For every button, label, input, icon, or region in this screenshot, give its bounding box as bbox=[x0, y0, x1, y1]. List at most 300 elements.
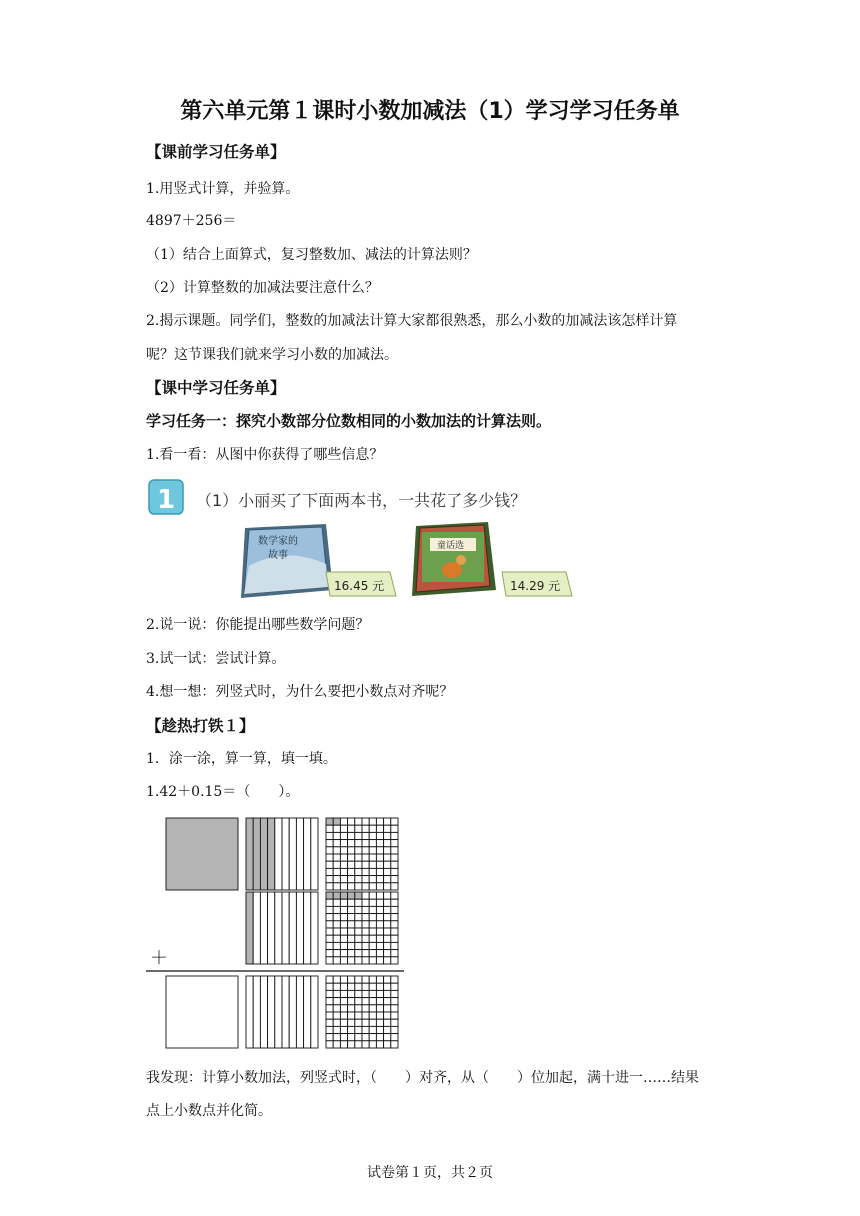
hundredths-cell bbox=[333, 1005, 340, 1012]
hundredths-cell bbox=[340, 1034, 347, 1041]
hundredths-cell bbox=[340, 847, 347, 854]
hundredths-cell bbox=[369, 861, 376, 868]
hundredths-cell bbox=[348, 825, 355, 832]
hundredths-cell bbox=[348, 1026, 355, 1033]
hundredths-cell bbox=[391, 998, 398, 1005]
hundredths-cell bbox=[376, 840, 383, 847]
hundredths-cell bbox=[376, 868, 383, 875]
hundredths-cell bbox=[333, 883, 340, 890]
hundredths-cell bbox=[340, 1019, 347, 1026]
hundredths-cell bbox=[391, 818, 398, 825]
hundredths-cell bbox=[348, 876, 355, 883]
hundredths-cell bbox=[348, 861, 355, 868]
price-tag-1 bbox=[326, 572, 396, 596]
hundredths-cell bbox=[326, 935, 333, 942]
tenths-strip bbox=[282, 976, 289, 1048]
hundredths-cell bbox=[384, 990, 391, 997]
price-tag-2 bbox=[502, 572, 572, 596]
hundredths-cell bbox=[348, 983, 355, 990]
hundredths-cell bbox=[391, 825, 398, 832]
decimal-grid-figure bbox=[146, 814, 408, 1050]
hundredths-cell bbox=[348, 942, 355, 949]
hundredths-cell bbox=[326, 840, 333, 847]
hundredths-cell bbox=[369, 1034, 376, 1041]
textbook-figure bbox=[146, 476, 586, 602]
hundredths-cell bbox=[340, 818, 347, 825]
hundredths-cell bbox=[348, 1019, 355, 1026]
hundredths-cell bbox=[340, 950, 347, 957]
hundredths-cell bbox=[362, 950, 369, 957]
hundredths-cell bbox=[333, 921, 340, 928]
hundredths-cell bbox=[355, 1026, 362, 1033]
hundredths-cell bbox=[369, 921, 376, 928]
hundredths-cell bbox=[384, 957, 391, 964]
hundredths-cell bbox=[391, 1005, 398, 1012]
hundredths-cell bbox=[384, 1005, 391, 1012]
hundredths-cell bbox=[362, 840, 369, 847]
hundredths-cell bbox=[355, 950, 362, 957]
hundredths-cell bbox=[333, 818, 340, 825]
hundredths-cell bbox=[376, 854, 383, 861]
hundredths-cell bbox=[369, 1026, 376, 1033]
hundredths-cell bbox=[348, 976, 355, 983]
hundredths-cell bbox=[333, 847, 340, 854]
hundredths-cell bbox=[362, 1041, 369, 1048]
hundredths-cell bbox=[340, 876, 347, 883]
hundredths-cell bbox=[369, 892, 376, 899]
hundredths-cell bbox=[376, 899, 383, 906]
hundredths-cell bbox=[369, 876, 376, 883]
step-think: 4.想一想：列竖式时，为什么要把小数点对齐呢？ bbox=[146, 684, 454, 700]
hundredths-cell bbox=[391, 861, 398, 868]
hundredths-cell bbox=[348, 899, 355, 906]
hundredths-cell bbox=[326, 983, 333, 990]
hundredths-cell bbox=[333, 990, 340, 997]
hundredths-cell bbox=[326, 921, 333, 928]
tenths-strip bbox=[304, 892, 311, 964]
hundredths-cell bbox=[348, 935, 355, 942]
hundredths-cell bbox=[326, 876, 333, 883]
hundredths-cell bbox=[384, 942, 391, 949]
hundredths-cell bbox=[348, 921, 355, 928]
pre-class-line-2: 4897＋256＝ bbox=[146, 213, 237, 229]
hundredths-cell bbox=[355, 847, 362, 854]
hundredths-cell bbox=[333, 906, 340, 913]
tenths-strip bbox=[253, 818, 260, 890]
hundredths-cell bbox=[326, 825, 333, 832]
hundredths-cell bbox=[369, 883, 376, 890]
hundredths-cell bbox=[355, 892, 362, 899]
hundredths-cell bbox=[369, 957, 376, 964]
book-question: （1）小丽买了下面两本书，一共花了多少钱？ bbox=[196, 491, 527, 510]
hundredths-cell bbox=[333, 861, 340, 868]
pre-class-line-5: 2.揭示课题。同学们，整数的加减法计算大家都很熟悉，那么小数的加减法该怎样计算 bbox=[146, 313, 678, 329]
hundredths-cell bbox=[384, 825, 391, 832]
hundredths-cell bbox=[326, 883, 333, 890]
hundredths-cell bbox=[326, 1019, 333, 1026]
hundredths-cell bbox=[340, 957, 347, 964]
hundredths-cell bbox=[355, 957, 362, 964]
hundredths-cell bbox=[340, 906, 347, 913]
hundredths-cell bbox=[333, 832, 340, 839]
tenths-strip bbox=[289, 892, 296, 964]
hundredths-cell bbox=[340, 868, 347, 875]
hundredths-cell bbox=[384, 883, 391, 890]
hundredths-cell bbox=[384, 928, 391, 935]
tenths-strip bbox=[311, 818, 318, 890]
example-badge bbox=[149, 480, 183, 515]
hundredths-cell bbox=[333, 1034, 340, 1041]
hundredths-cell bbox=[355, 928, 362, 935]
hundredths-cell bbox=[362, 868, 369, 875]
hundredths-cell bbox=[340, 928, 347, 935]
hundredths-cell bbox=[384, 1019, 391, 1026]
page-footer: 试卷第１页，共２页 bbox=[367, 1165, 493, 1181]
hundredths-cell bbox=[376, 892, 383, 899]
hundredths-cell bbox=[384, 861, 391, 868]
pre-class-heading: 【课前学习任务单】 bbox=[146, 143, 286, 161]
in-class-heading: 【课中学习任务单】 bbox=[146, 379, 286, 397]
hundredths-cell bbox=[355, 854, 362, 861]
hundredths-cell bbox=[362, 1034, 369, 1041]
hundredths-cell bbox=[348, 1005, 355, 1012]
hundredths-cell bbox=[369, 832, 376, 839]
hundredths-cell bbox=[362, 1026, 369, 1033]
page-title: 第六单元第１课时小数加减法（1）学习学习任务单 bbox=[180, 99, 680, 124]
hundredths-cell bbox=[376, 1012, 383, 1019]
hundredths-cell bbox=[362, 1005, 369, 1012]
hundredths-cell bbox=[391, 1034, 398, 1041]
hundredths-cell bbox=[355, 868, 362, 875]
hundredths-cell bbox=[333, 942, 340, 949]
hundredths-cell bbox=[333, 998, 340, 1005]
tenths-strip bbox=[268, 818, 275, 890]
hundredths-cell bbox=[340, 832, 347, 839]
hundredths-cell bbox=[355, 899, 362, 906]
hundredths-cell bbox=[340, 942, 347, 949]
hundredths-cell bbox=[355, 906, 362, 913]
tenths-strip bbox=[260, 818, 267, 890]
hundredths-cell bbox=[376, 950, 383, 957]
hundredths-cell bbox=[362, 914, 369, 921]
hundredths-cell bbox=[376, 990, 383, 997]
hundredths-cell bbox=[384, 921, 391, 928]
hundredths-cell bbox=[376, 825, 383, 832]
hundredths-cell bbox=[362, 1019, 369, 1026]
hundredths-cell bbox=[340, 921, 347, 928]
tenths-strip bbox=[268, 892, 275, 964]
hundredths-cell bbox=[340, 914, 347, 921]
hundredths-cell bbox=[326, 950, 333, 957]
hundredths-cell bbox=[326, 892, 333, 899]
hundredths-cell bbox=[391, 983, 398, 990]
hundredths-cell bbox=[369, 976, 376, 983]
hundredths-cell bbox=[369, 983, 376, 990]
hundredths-cell bbox=[362, 942, 369, 949]
hundredths-cell bbox=[384, 906, 391, 913]
hundredths-cell bbox=[333, 1026, 340, 1033]
hundredths-cell bbox=[391, 921, 398, 928]
hundredths-cell bbox=[326, 1005, 333, 1012]
hundredths-cell bbox=[348, 1034, 355, 1041]
hundredths-cell bbox=[369, 854, 376, 861]
svg-text:14.29 元: 14.29 元 bbox=[510, 579, 561, 593]
hundredths-cell bbox=[376, 983, 383, 990]
hundredths-cell bbox=[326, 914, 333, 921]
hundredths-cell bbox=[384, 914, 391, 921]
hundredths-cell bbox=[333, 976, 340, 983]
hundredths-cell bbox=[391, 883, 398, 890]
svg-text:16.45 元: 16.45 元 bbox=[334, 579, 385, 593]
tenths-strip bbox=[260, 892, 267, 964]
hundredths-cell bbox=[369, 840, 376, 847]
hundredths-cell bbox=[355, 861, 362, 868]
hundredths-cell bbox=[384, 976, 391, 983]
hundredths-cell bbox=[369, 928, 376, 935]
hundredths-cell bbox=[340, 1012, 347, 1019]
hundredths-cell bbox=[369, 1019, 376, 1026]
hundredths-cell bbox=[369, 825, 376, 832]
tenths-strip bbox=[253, 892, 260, 964]
hundredths-cell bbox=[384, 899, 391, 906]
hundredths-cell bbox=[355, 935, 362, 942]
tenths-strip bbox=[311, 976, 318, 1048]
tenths-strip bbox=[296, 818, 303, 890]
hundredths-cell bbox=[340, 1041, 347, 1048]
hundredths-cell bbox=[369, 868, 376, 875]
hundredths-cell bbox=[326, 1041, 333, 1048]
hundredths-cell bbox=[340, 854, 347, 861]
hundredths-cell bbox=[348, 840, 355, 847]
svg-text:数学家的: 数学家的 bbox=[258, 536, 298, 547]
hundredths-cell bbox=[326, 847, 333, 854]
tenths-strip bbox=[275, 976, 282, 1048]
hundredths-cell bbox=[355, 942, 362, 949]
hundredths-cell bbox=[384, 983, 391, 990]
hundredths-cell bbox=[376, 914, 383, 921]
hundredths-cell bbox=[369, 942, 376, 949]
hundredths-cell bbox=[326, 906, 333, 913]
hundredths-cell bbox=[391, 950, 398, 957]
hundredths-cell bbox=[369, 990, 376, 997]
hundredths-cell bbox=[369, 1012, 376, 1019]
hundredths-cell bbox=[333, 935, 340, 942]
hundredths-cell bbox=[348, 854, 355, 861]
hundredths-cell bbox=[362, 847, 369, 854]
tenths-strip bbox=[275, 818, 282, 890]
hundredths-cell bbox=[391, 942, 398, 949]
hundredths-cell bbox=[384, 935, 391, 942]
hundredths-cell bbox=[348, 1041, 355, 1048]
hundredths-cell bbox=[333, 899, 340, 906]
hundredths-cell bbox=[355, 983, 362, 990]
hundredths-cell bbox=[376, 1034, 383, 1041]
fairy-tale-book bbox=[412, 522, 496, 596]
hundredths-cell bbox=[340, 1026, 347, 1033]
hundredths-cell bbox=[384, 876, 391, 883]
hundredths-cell bbox=[348, 990, 355, 997]
hundredths-cell bbox=[340, 998, 347, 1005]
hundredths-cell bbox=[391, 840, 398, 847]
hundredths-cell bbox=[384, 1041, 391, 1048]
hundredths-cell bbox=[355, 1019, 362, 1026]
hundredths-cell bbox=[384, 998, 391, 1005]
hundredths-cell bbox=[369, 847, 376, 854]
hundredths-cell bbox=[326, 899, 333, 906]
hundredths-cell bbox=[376, 861, 383, 868]
ones-square bbox=[166, 976, 238, 1048]
hundredths-cell bbox=[340, 1005, 347, 1012]
hundredths-cell bbox=[348, 868, 355, 875]
hundredths-cell bbox=[326, 832, 333, 839]
hundredths-cell bbox=[384, 818, 391, 825]
hundredths-cell bbox=[369, 899, 376, 906]
hundredths-cell bbox=[348, 818, 355, 825]
hundredths-cell bbox=[384, 1034, 391, 1041]
hundredths-cell bbox=[369, 998, 376, 1005]
hundredths-cell bbox=[391, 976, 398, 983]
hundredths-cell bbox=[348, 928, 355, 935]
tenths-strip bbox=[296, 892, 303, 964]
hundredths-cell bbox=[326, 854, 333, 861]
hundredths-cell bbox=[355, 990, 362, 997]
hundredths-cell bbox=[326, 1026, 333, 1033]
hundredths-cell bbox=[362, 1012, 369, 1019]
svg-text:童话选: 童话选 bbox=[437, 541, 465, 551]
hundredths-cell bbox=[333, 840, 340, 847]
plus-sign: ＋ bbox=[150, 948, 168, 969]
math-story-book bbox=[241, 524, 333, 598]
pre-class-line-1: 1.用竖式计算，并验算。 bbox=[146, 181, 300, 197]
hundredths-cell bbox=[362, 935, 369, 942]
hundredths-cell bbox=[369, 1005, 376, 1012]
hundredths-cell bbox=[384, 1026, 391, 1033]
hundredths-cell bbox=[362, 883, 369, 890]
tenths-strip bbox=[304, 818, 311, 890]
discovery-line-1: 我发现：计算小数加法，列竖式时，（ ）对齐，从（ ）位加起，满十进一……结果 bbox=[146, 1070, 699, 1086]
practice-instruction: 1．涂一涂，算一算，填一填。 bbox=[146, 751, 337, 767]
tenths-strip bbox=[246, 892, 253, 964]
hundredths-cell bbox=[340, 899, 347, 906]
look-prompt: 1.看一看：从图中你获得了哪些信息？ bbox=[146, 447, 384, 463]
hundredths-cell bbox=[362, 957, 369, 964]
pre-class-line-3: （1）结合上面算式，复习整数加、减法的计算法则？ bbox=[146, 247, 477, 263]
hundredths-cell bbox=[376, 976, 383, 983]
hundredths-cell bbox=[391, 914, 398, 921]
hundredths-cell bbox=[340, 892, 347, 899]
hundredths-cell bbox=[333, 983, 340, 990]
tenths-strip bbox=[282, 818, 289, 890]
hundredths-cell bbox=[355, 1005, 362, 1012]
hundredths-cell bbox=[362, 983, 369, 990]
pre-class-line-6: 呢？这节课我们就来学习小数的加减法。 bbox=[146, 347, 398, 363]
hundredths-cell bbox=[333, 1012, 340, 1019]
hundredths-cell bbox=[326, 928, 333, 935]
hundredths-cell bbox=[348, 1012, 355, 1019]
hundredths-cell bbox=[333, 1019, 340, 1026]
hundredths-cell bbox=[355, 818, 362, 825]
hundredths-cell bbox=[348, 847, 355, 854]
tenths-strip bbox=[304, 976, 311, 1048]
hundredths-cell bbox=[376, 942, 383, 949]
hundredths-cell bbox=[362, 990, 369, 997]
hundredths-cell bbox=[333, 928, 340, 935]
svg-text:故事: 故事 bbox=[268, 550, 288, 561]
hundredths-cell bbox=[376, 1041, 383, 1048]
hundredths-cell bbox=[384, 868, 391, 875]
step-try: 3.试一试：尝试计算。 bbox=[146, 651, 286, 667]
hundredths-cell bbox=[391, 892, 398, 899]
hundredths-cell bbox=[369, 818, 376, 825]
hundredths-cell bbox=[333, 1041, 340, 1048]
discovery-line-2: 点上小数点并化简。 bbox=[146, 1103, 272, 1119]
hundredths-cell bbox=[348, 906, 355, 913]
hundredths-cell bbox=[333, 892, 340, 899]
hundredths-cell bbox=[391, 935, 398, 942]
hundredths-cell bbox=[391, 990, 398, 997]
hundredths-cell bbox=[333, 854, 340, 861]
hundredths-cell bbox=[362, 899, 369, 906]
hundredths-cell bbox=[391, 957, 398, 964]
tenths-strip bbox=[268, 976, 275, 1048]
hundredths-cell bbox=[362, 854, 369, 861]
hundredths-cell bbox=[376, 883, 383, 890]
step-say: 2.说一说：你能提出哪些数学问题？ bbox=[146, 617, 370, 633]
hundredths-cell bbox=[384, 840, 391, 847]
hundredths-cell bbox=[333, 957, 340, 964]
hundredths-cell bbox=[391, 928, 398, 935]
hundredths-cell bbox=[376, 832, 383, 839]
hundredths-cell bbox=[326, 861, 333, 868]
hundredths-cell bbox=[376, 847, 383, 854]
hundredths-cell bbox=[355, 1041, 362, 1048]
hundredths-cell bbox=[362, 976, 369, 983]
hundredths-cell bbox=[355, 883, 362, 890]
hundredths-cell bbox=[326, 942, 333, 949]
hundredths-cell bbox=[376, 921, 383, 928]
hundredths-cell bbox=[340, 883, 347, 890]
hundredths-cell bbox=[355, 914, 362, 921]
hundredths-cell bbox=[348, 914, 355, 921]
hundredths-cell bbox=[355, 832, 362, 839]
hundredths-cell bbox=[355, 976, 362, 983]
hundredths-cell bbox=[340, 861, 347, 868]
hundredths-cell bbox=[391, 899, 398, 906]
tenths-strip bbox=[246, 976, 253, 1048]
hundredths-cell bbox=[333, 914, 340, 921]
hundredths-cell bbox=[391, 868, 398, 875]
hundredths-cell bbox=[362, 818, 369, 825]
hundredths-cell bbox=[333, 868, 340, 875]
hundredths-cell bbox=[362, 998, 369, 1005]
tenths-strip bbox=[275, 892, 282, 964]
hundredths-cell bbox=[391, 1026, 398, 1033]
hundredths-cell bbox=[348, 998, 355, 1005]
hundredths-cell bbox=[369, 914, 376, 921]
hundredths-cell bbox=[369, 935, 376, 942]
practice-heading: 【趁热打铁１】 bbox=[146, 717, 255, 735]
hundredths-cell bbox=[333, 876, 340, 883]
hundredths-cell bbox=[348, 883, 355, 890]
tenths-strip bbox=[282, 892, 289, 964]
hundredths-cell bbox=[391, 1019, 398, 1026]
hundredths-cell bbox=[376, 1026, 383, 1033]
hundredths-cell bbox=[333, 950, 340, 957]
hundredths-cell bbox=[326, 1034, 333, 1041]
hundredths-cell bbox=[391, 906, 398, 913]
hundredths-cell bbox=[340, 825, 347, 832]
hundredths-cell bbox=[376, 1019, 383, 1026]
